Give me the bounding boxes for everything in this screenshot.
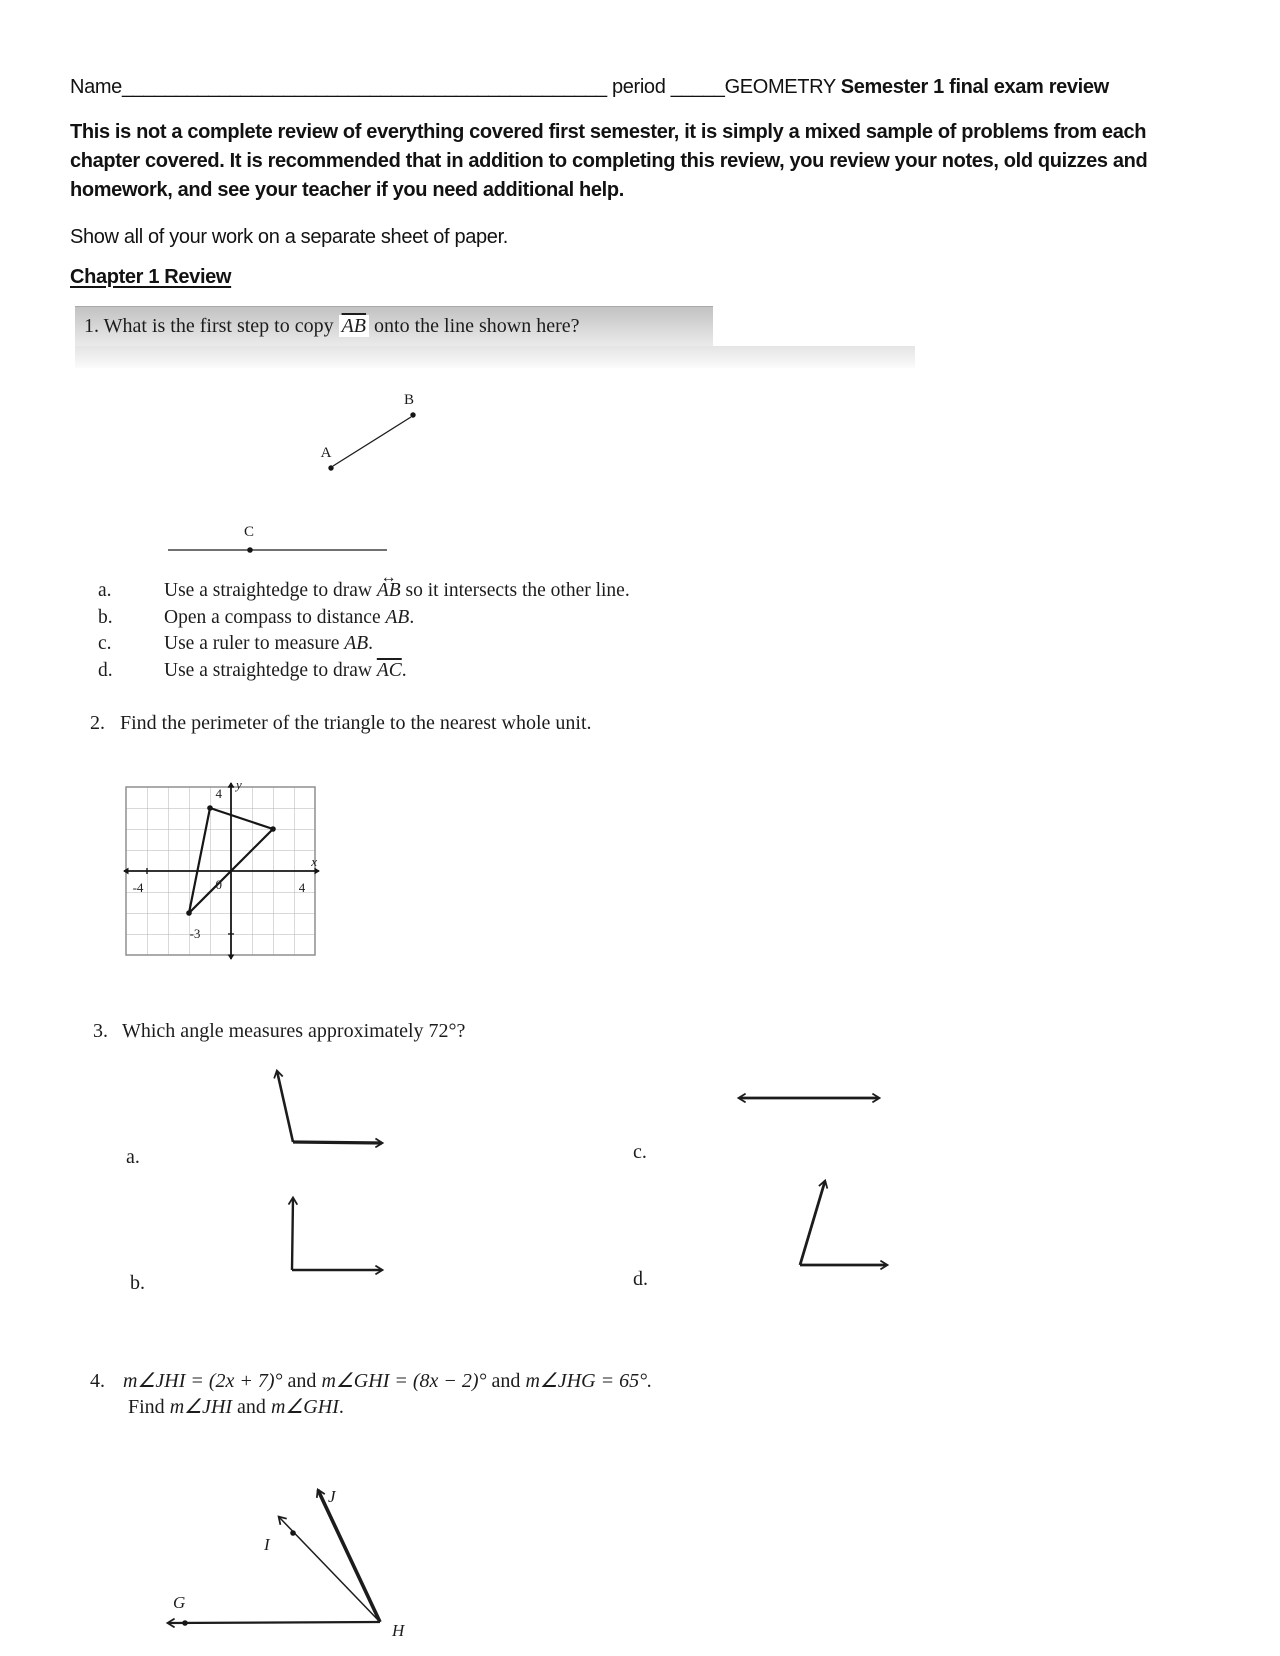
q1-options xyxy=(98,578,878,684)
q3-option-letter-b: b. xyxy=(130,1272,145,1294)
point-a-dot xyxy=(328,465,333,470)
option-letter: a. xyxy=(98,580,112,601)
point-c-dot xyxy=(247,547,253,553)
point-i-label: I xyxy=(264,1535,270,1554)
q4-number: 4. xyxy=(90,1370,105,1392)
name-blank-line: _____________________________________________ xyxy=(121,76,607,98)
angle-d-ray-up xyxy=(800,1181,825,1265)
q1-prompt xyxy=(75,307,713,346)
angle-figure-d xyxy=(785,1168,905,1276)
point-a-label: A xyxy=(320,445,332,461)
q2-prompt-text: Find the perimeter of the triangle to the nearest whole unit. xyxy=(120,712,592,734)
angle-jhg-diagram xyxy=(140,1460,430,1652)
segment-ab-diagram xyxy=(300,385,445,485)
period-blank-line: _____ xyxy=(670,76,725,98)
q3-option-letter-a: a. xyxy=(126,1146,140,1168)
point-c-label: C xyxy=(243,524,255,540)
segment-ab xyxy=(333,417,411,466)
header-line xyxy=(70,76,1230,99)
option-text: Use a straightedge to draw ↔ AB so it intersects the other line. xyxy=(164,578,630,605)
q3-option-letter-d: d. xyxy=(633,1268,648,1290)
q4-line2: Find m∠JHI and m∠GHI. xyxy=(128,1396,344,1418)
q1-option-c xyxy=(98,631,878,658)
point-g-label: G xyxy=(173,1593,186,1612)
x-axis-label: x xyxy=(311,854,317,869)
angle-b-ray-up xyxy=(292,1198,293,1270)
option-letter: d. xyxy=(98,659,113,681)
point-h-label: H xyxy=(392,1621,405,1640)
q1-option-d xyxy=(98,658,878,685)
intro-paragraph xyxy=(70,118,1170,205)
point-j-label: J xyxy=(328,1487,336,1506)
q2-number: 2. xyxy=(90,712,105,734)
angle-a-ray-up xyxy=(277,1071,293,1142)
angle-figure-b xyxy=(270,1185,395,1280)
line-c-diagram xyxy=(160,515,400,560)
q1-option-a xyxy=(98,578,878,605)
y-tick-label-4: 4 xyxy=(215,786,222,801)
q1-banner-fade xyxy=(75,346,915,368)
q3-option-letter-c: c. xyxy=(633,1141,647,1163)
y-axis-label: y xyxy=(236,777,242,792)
point-g-dot xyxy=(182,1620,188,1626)
angle-figure-a xyxy=(255,1055,405,1155)
q3-prompt xyxy=(93,1020,465,1043)
point-b-label: B xyxy=(403,392,415,408)
point-b-dot xyxy=(410,412,415,417)
q3-number: 3. xyxy=(93,1020,108,1042)
angle-a-ray-right xyxy=(293,1142,382,1143)
x-tick-label-4: 4 xyxy=(298,880,306,895)
point-i-dot xyxy=(290,1530,296,1536)
course-label: GEOMETRY xyxy=(724,76,836,98)
coordinate-grid xyxy=(118,775,338,967)
q1-number: 1. xyxy=(84,315,99,337)
q1-prompt-text: What is the first step to copy $\overline{AB}$ onto the line shown here? xyxy=(103,315,580,337)
option-text: Use a straightedge to draw $\overline{AC}$. xyxy=(164,659,407,681)
intro-line-3: homework, and see your teacher if you need additional help. xyxy=(70,179,624,201)
q2-prompt xyxy=(90,712,592,735)
option-letter: b. xyxy=(98,606,113,628)
x-tick-label-neg4: -4 xyxy=(132,880,144,895)
section-heading: Chapter 1 Review xyxy=(70,266,232,288)
work-note: Show all of your work on a separate sheet of paper. xyxy=(70,226,508,248)
doc-title: Semester 1 final exam review xyxy=(840,76,1109,98)
y-tick-label-neg3: -3 xyxy=(189,926,201,941)
q1-banner xyxy=(75,306,713,347)
period-label: period xyxy=(611,76,666,98)
ray-hj xyxy=(318,1490,380,1622)
name-label: Name xyxy=(70,76,122,98)
origin-label: 0 xyxy=(215,877,222,892)
option-text: Use a ruler to measure AB. xyxy=(164,633,374,655)
intro-line-2: chapter covered. It is recommended that in addition to completing this review, you review your notes, old quizzes and xyxy=(70,150,1148,172)
q1-option-b xyxy=(98,605,878,632)
ray-hg xyxy=(168,1622,380,1623)
option-text: Open a compass to distance AB. xyxy=(164,606,415,628)
q3-prompt-text: Which angle measures approximately 72°? xyxy=(122,1020,466,1042)
intro-line-1: This is not a complete review of everything covered first semester, it is simply a mixed sample of problems from each xyxy=(70,121,1147,143)
q4-line1: m∠JHI = (2x + 7)° and m∠GHI = (8x − 2)° and m∠JHG = 65°. xyxy=(123,1370,653,1392)
line-figure-c xyxy=(728,1086,888,1112)
q4-prompt xyxy=(90,1368,652,1420)
option-letter: c. xyxy=(98,633,112,655)
